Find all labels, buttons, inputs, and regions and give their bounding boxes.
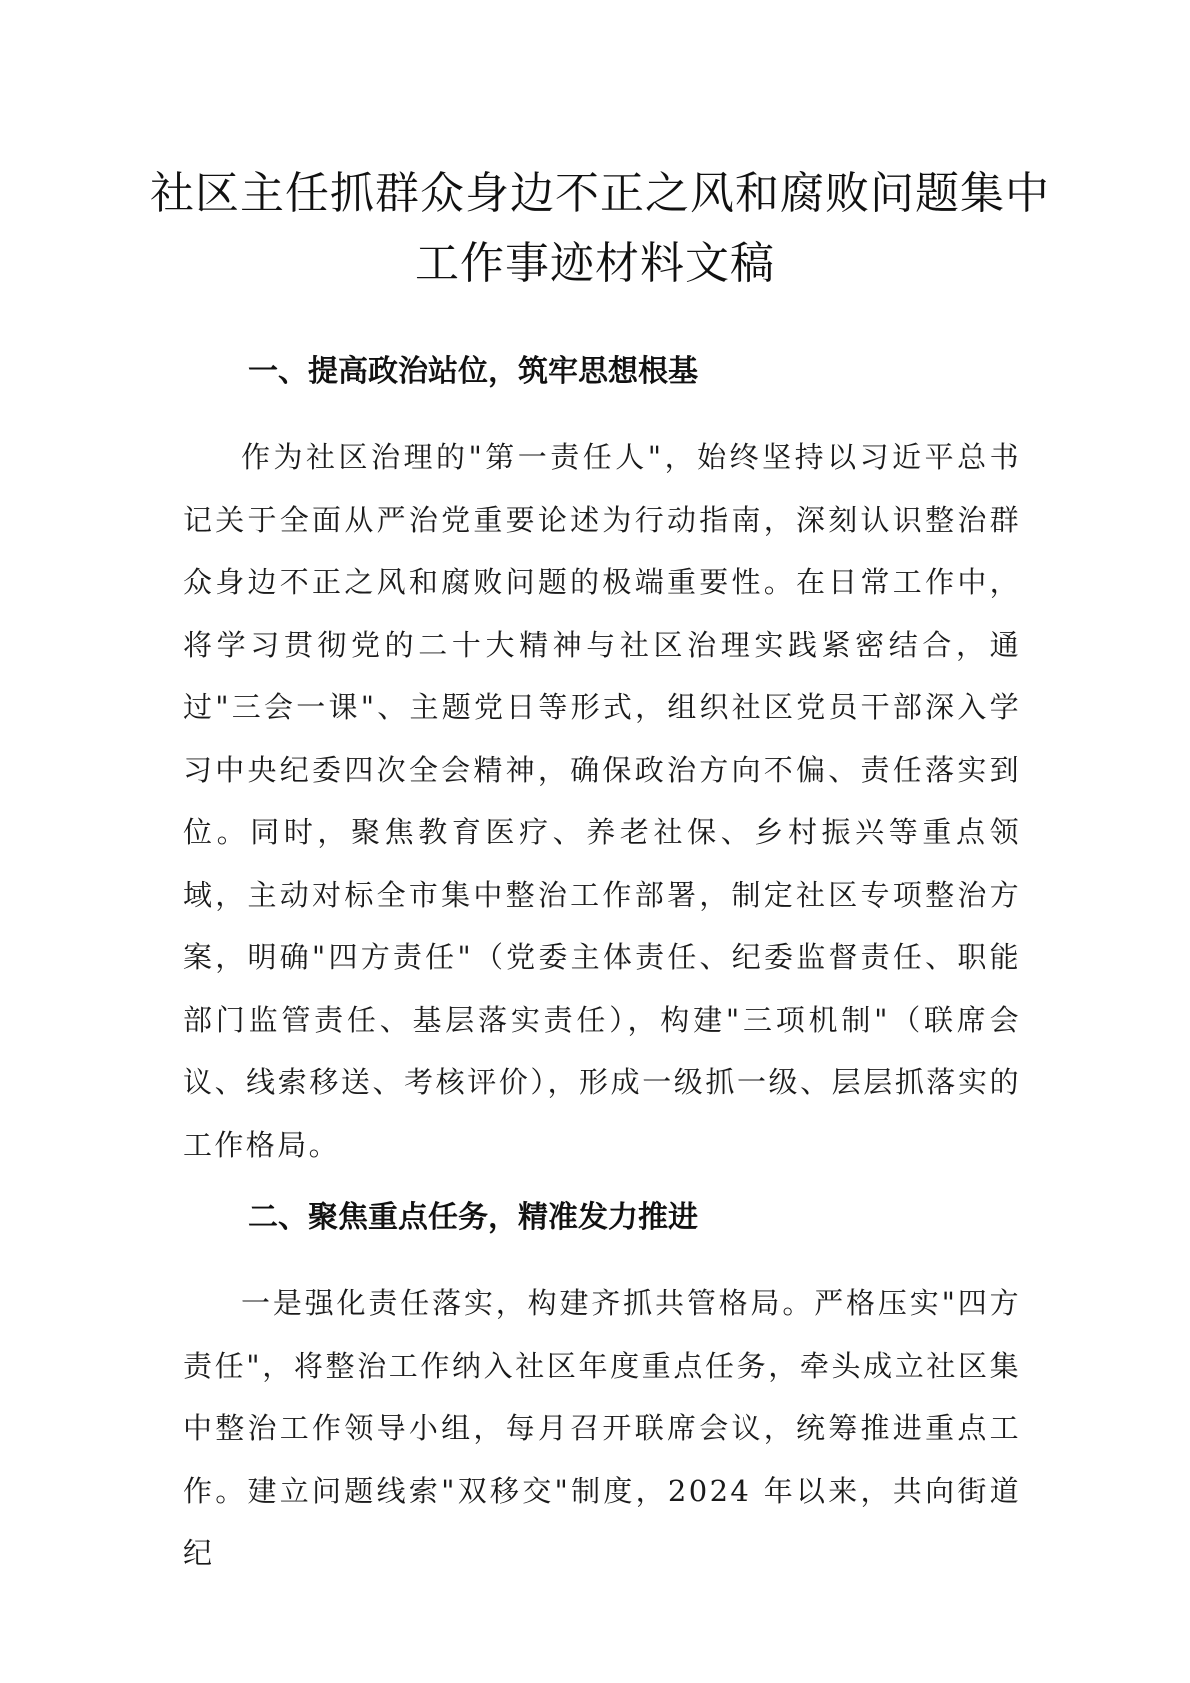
document-title-line-2: 工作事迹材料文稿 (415, 238, 775, 289)
section-heading-1: 一、提高政治站位，筑牢思想根基 (248, 354, 698, 389)
document-title-line-1: 社区主任抓群众身边不正之风和腐败问题集中 (150, 168, 1050, 219)
section-heading-2: 二、聚焦重点任务，精准发力推进 (248, 1200, 698, 1235)
section-1-paragraph: 作为社区治理的"第一责任人"，始终坚持以习近平总书记关于全面从严治党重要论述为行动指南，深刻认识整治群众身边不正之风和腐败问题的极端重要性。在日常工作中，将学习贯彻党的二十大精神与社区治理实践紧密结合，通过"三会一课"、主题党日等形式，组织社区党员干部深入学习中央纪委四次全会精神，确保政治方向不偏、责任落实到位。同时，聚焦教育医疗、养老社保、乡村振兴等重点领域，主动对标全市集中整治工作部署，制定社区专项整治方案，明确"四方责任"（党委主体责任、纪委监督责任、职能部门监管责任、基层落实责任），构建"三项机制"（联席会议、线索移送、考核评价），形成一级抓一级、层层抓落实的工作格局。 (183, 440, 1021, 1162)
section-2-paragraph: 一是强化责任落实，构建齐抓共管格局。严格压实"四方责任"，将整治工作纳入社区年度重点任务，牵头成立社区集中整治工作领导小组，每月召开联席会议，统筹推进重点工作。建立问题线索"双移交"制度，2024 年以来，共向街道纪 (183, 1286, 1021, 1570)
